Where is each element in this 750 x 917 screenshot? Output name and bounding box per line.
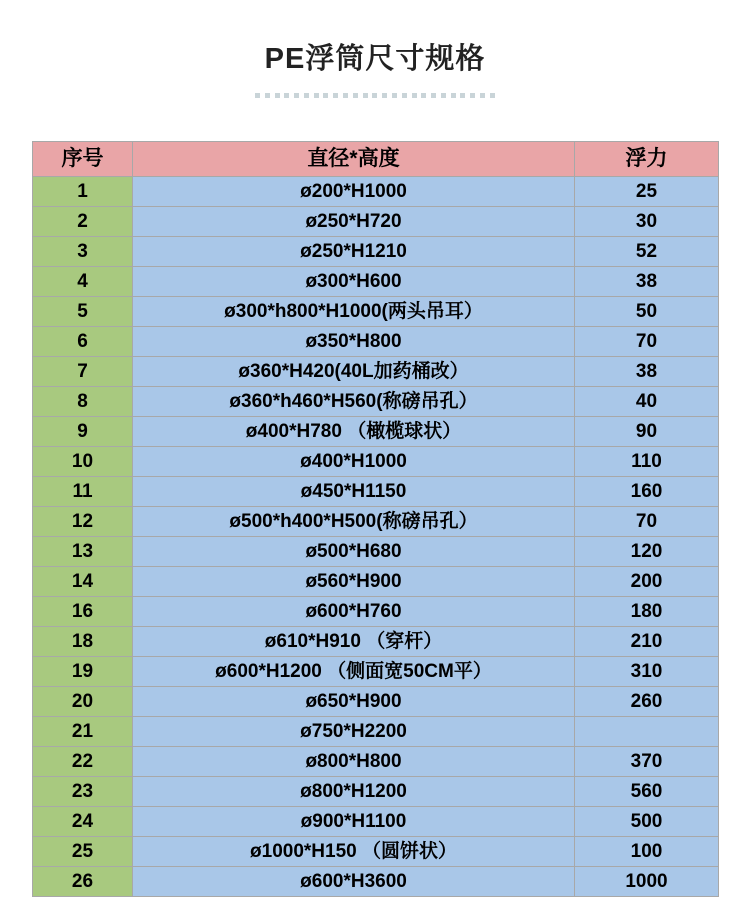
cell-size: ø360*H420(40L加药桶改） <box>133 356 575 386</box>
cell-no: 4 <box>33 266 133 296</box>
table-header <box>33 141 719 176</box>
cell-no: 2 <box>33 206 133 236</box>
divider-dot <box>382 93 387 98</box>
cell-buoyancy: 260 <box>575 686 719 716</box>
cell-size: ø900*H1100 <box>133 806 575 836</box>
table-row <box>33 626 719 656</box>
divider-dot <box>470 93 475 98</box>
cell-no: 7 <box>33 356 133 386</box>
cell-buoyancy <box>575 716 719 746</box>
divider-dot <box>372 93 377 98</box>
cell-no: 8 <box>33 386 133 416</box>
cell-size: ø560*H900 <box>133 566 575 596</box>
cell-buoyancy: 25 <box>575 176 719 206</box>
cell-no: 3 <box>33 236 133 266</box>
spec-table-container <box>32 141 718 897</box>
cell-no: 12 <box>33 506 133 536</box>
divider-dot <box>392 93 397 98</box>
divider-dot <box>490 93 495 98</box>
cell-buoyancy: 40 <box>575 386 719 416</box>
cell-buoyancy: 160 <box>575 476 719 506</box>
cell-no: 16 <box>33 596 133 626</box>
cell-no: 1 <box>33 176 133 206</box>
divider-dot <box>402 93 407 98</box>
cell-size: ø1000*H150 （圆饼状） <box>133 836 575 866</box>
divider-dot <box>451 93 456 98</box>
cell-size: ø300*h800*H1000(两头吊耳） <box>133 296 575 326</box>
table-row <box>33 806 719 836</box>
cell-buoyancy: 30 <box>575 206 719 236</box>
divider-dot <box>343 93 348 98</box>
cell-no: 13 <box>33 536 133 566</box>
cell-no: 22 <box>33 746 133 776</box>
table-row <box>33 746 719 776</box>
cell-size: ø600*H760 <box>133 596 575 626</box>
cell-no: 6 <box>33 326 133 356</box>
table-row <box>33 266 719 296</box>
table-row <box>33 656 719 686</box>
cell-no: 18 <box>33 626 133 656</box>
cell-size: ø750*H2200 <box>133 716 575 746</box>
cell-buoyancy: 50 <box>575 296 719 326</box>
column-header-no: 序号 <box>33 141 133 176</box>
cell-buoyancy: 310 <box>575 656 719 686</box>
table-row <box>33 206 719 236</box>
table-row <box>33 326 719 356</box>
table-row <box>33 536 719 566</box>
cell-size: ø610*H910 （穿杆） <box>133 626 575 656</box>
cell-buoyancy: 90 <box>575 416 719 446</box>
cell-buoyancy: 200 <box>575 566 719 596</box>
spec-table <box>32 141 719 897</box>
table-row <box>33 416 719 446</box>
divider-dot <box>255 93 260 98</box>
cell-buoyancy: 180 <box>575 596 719 626</box>
table-header-row <box>33 141 719 176</box>
cell-size: ø800*H1200 <box>133 776 575 806</box>
table-row <box>33 866 719 896</box>
divider-dot <box>294 93 299 98</box>
table-row <box>33 476 719 506</box>
cell-size: ø400*H780 （橄榄球状） <box>133 416 575 446</box>
cell-no: 19 <box>33 656 133 686</box>
cell-buoyancy: 370 <box>575 746 719 776</box>
table-row <box>33 296 719 326</box>
cell-no: 26 <box>33 866 133 896</box>
cell-size: ø500*h400*H500(称磅吊孔） <box>133 506 575 536</box>
table-row <box>33 716 719 746</box>
cell-buoyancy: 1000 <box>575 866 719 896</box>
title-divider-dots <box>255 93 495 99</box>
divider-dot <box>314 93 319 98</box>
cell-size: ø300*H600 <box>133 266 575 296</box>
cell-no: 23 <box>33 776 133 806</box>
cell-size: ø360*h460*H560(称磅吊孔） <box>133 386 575 416</box>
cell-no: 5 <box>33 296 133 326</box>
cell-no: 10 <box>33 446 133 476</box>
divider-dot <box>431 93 436 98</box>
divider-dot <box>275 93 280 98</box>
divider-dot <box>460 93 465 98</box>
cell-no: 24 <box>33 806 133 836</box>
cell-buoyancy: 38 <box>575 356 719 386</box>
cell-buoyancy: 38 <box>575 266 719 296</box>
table-row <box>33 176 719 206</box>
cell-size: ø600*H1200 （侧面宽50CM平） <box>133 656 575 686</box>
divider-dot <box>323 93 328 98</box>
cell-size: ø400*H1000 <box>133 446 575 476</box>
table-row <box>33 596 719 626</box>
table-row <box>33 836 719 866</box>
cell-size: ø200*H1000 <box>133 176 575 206</box>
cell-no: 14 <box>33 566 133 596</box>
cell-size: ø450*H1150 <box>133 476 575 506</box>
divider-dot <box>304 93 309 98</box>
divider-dot <box>353 93 358 98</box>
divider-dot <box>333 93 338 98</box>
table-row <box>33 506 719 536</box>
divider-dot <box>284 93 289 98</box>
column-header-buoyancy: 浮力 <box>575 141 719 176</box>
cell-buoyancy: 100 <box>575 836 719 866</box>
cell-buoyancy: 500 <box>575 806 719 836</box>
cell-no: 9 <box>33 416 133 446</box>
table-row <box>33 386 719 416</box>
divider-dot <box>265 93 270 98</box>
divider-dot <box>480 93 485 98</box>
column-header-size: 直径*高度 <box>133 141 575 176</box>
table-row <box>33 686 719 716</box>
cell-size: ø350*H800 <box>133 326 575 356</box>
table-row <box>33 566 719 596</box>
cell-no: 20 <box>33 686 133 716</box>
cell-size: ø500*H680 <box>133 536 575 566</box>
cell-buoyancy: 52 <box>575 236 719 266</box>
cell-buoyancy: 110 <box>575 446 719 476</box>
cell-size: ø250*H720 <box>133 206 575 236</box>
table-row <box>33 356 719 386</box>
table-row <box>33 776 719 806</box>
divider-dot <box>363 93 368 98</box>
cell-size: ø800*H800 <box>133 746 575 776</box>
divider-dot <box>441 93 446 98</box>
table-row <box>33 446 719 476</box>
table-row <box>33 236 719 266</box>
divider-dot <box>421 93 426 98</box>
cell-buoyancy: 120 <box>575 536 719 566</box>
cell-buoyancy: 560 <box>575 776 719 806</box>
divider-dot <box>412 93 417 98</box>
cell-size: ø600*H3600 <box>133 866 575 896</box>
page-title: PE浮筒尺寸规格 <box>264 43 486 75</box>
cell-no: 11 <box>33 476 133 506</box>
cell-buoyancy: 70 <box>575 506 719 536</box>
cell-buoyancy: 210 <box>575 626 719 656</box>
cell-no: 25 <box>33 836 133 866</box>
cell-size: ø250*H1210 <box>133 236 575 266</box>
cell-buoyancy: 70 <box>575 326 719 356</box>
cell-no: 21 <box>33 716 133 746</box>
cell-size: ø650*H900 <box>133 686 575 716</box>
table-body <box>33 176 719 896</box>
